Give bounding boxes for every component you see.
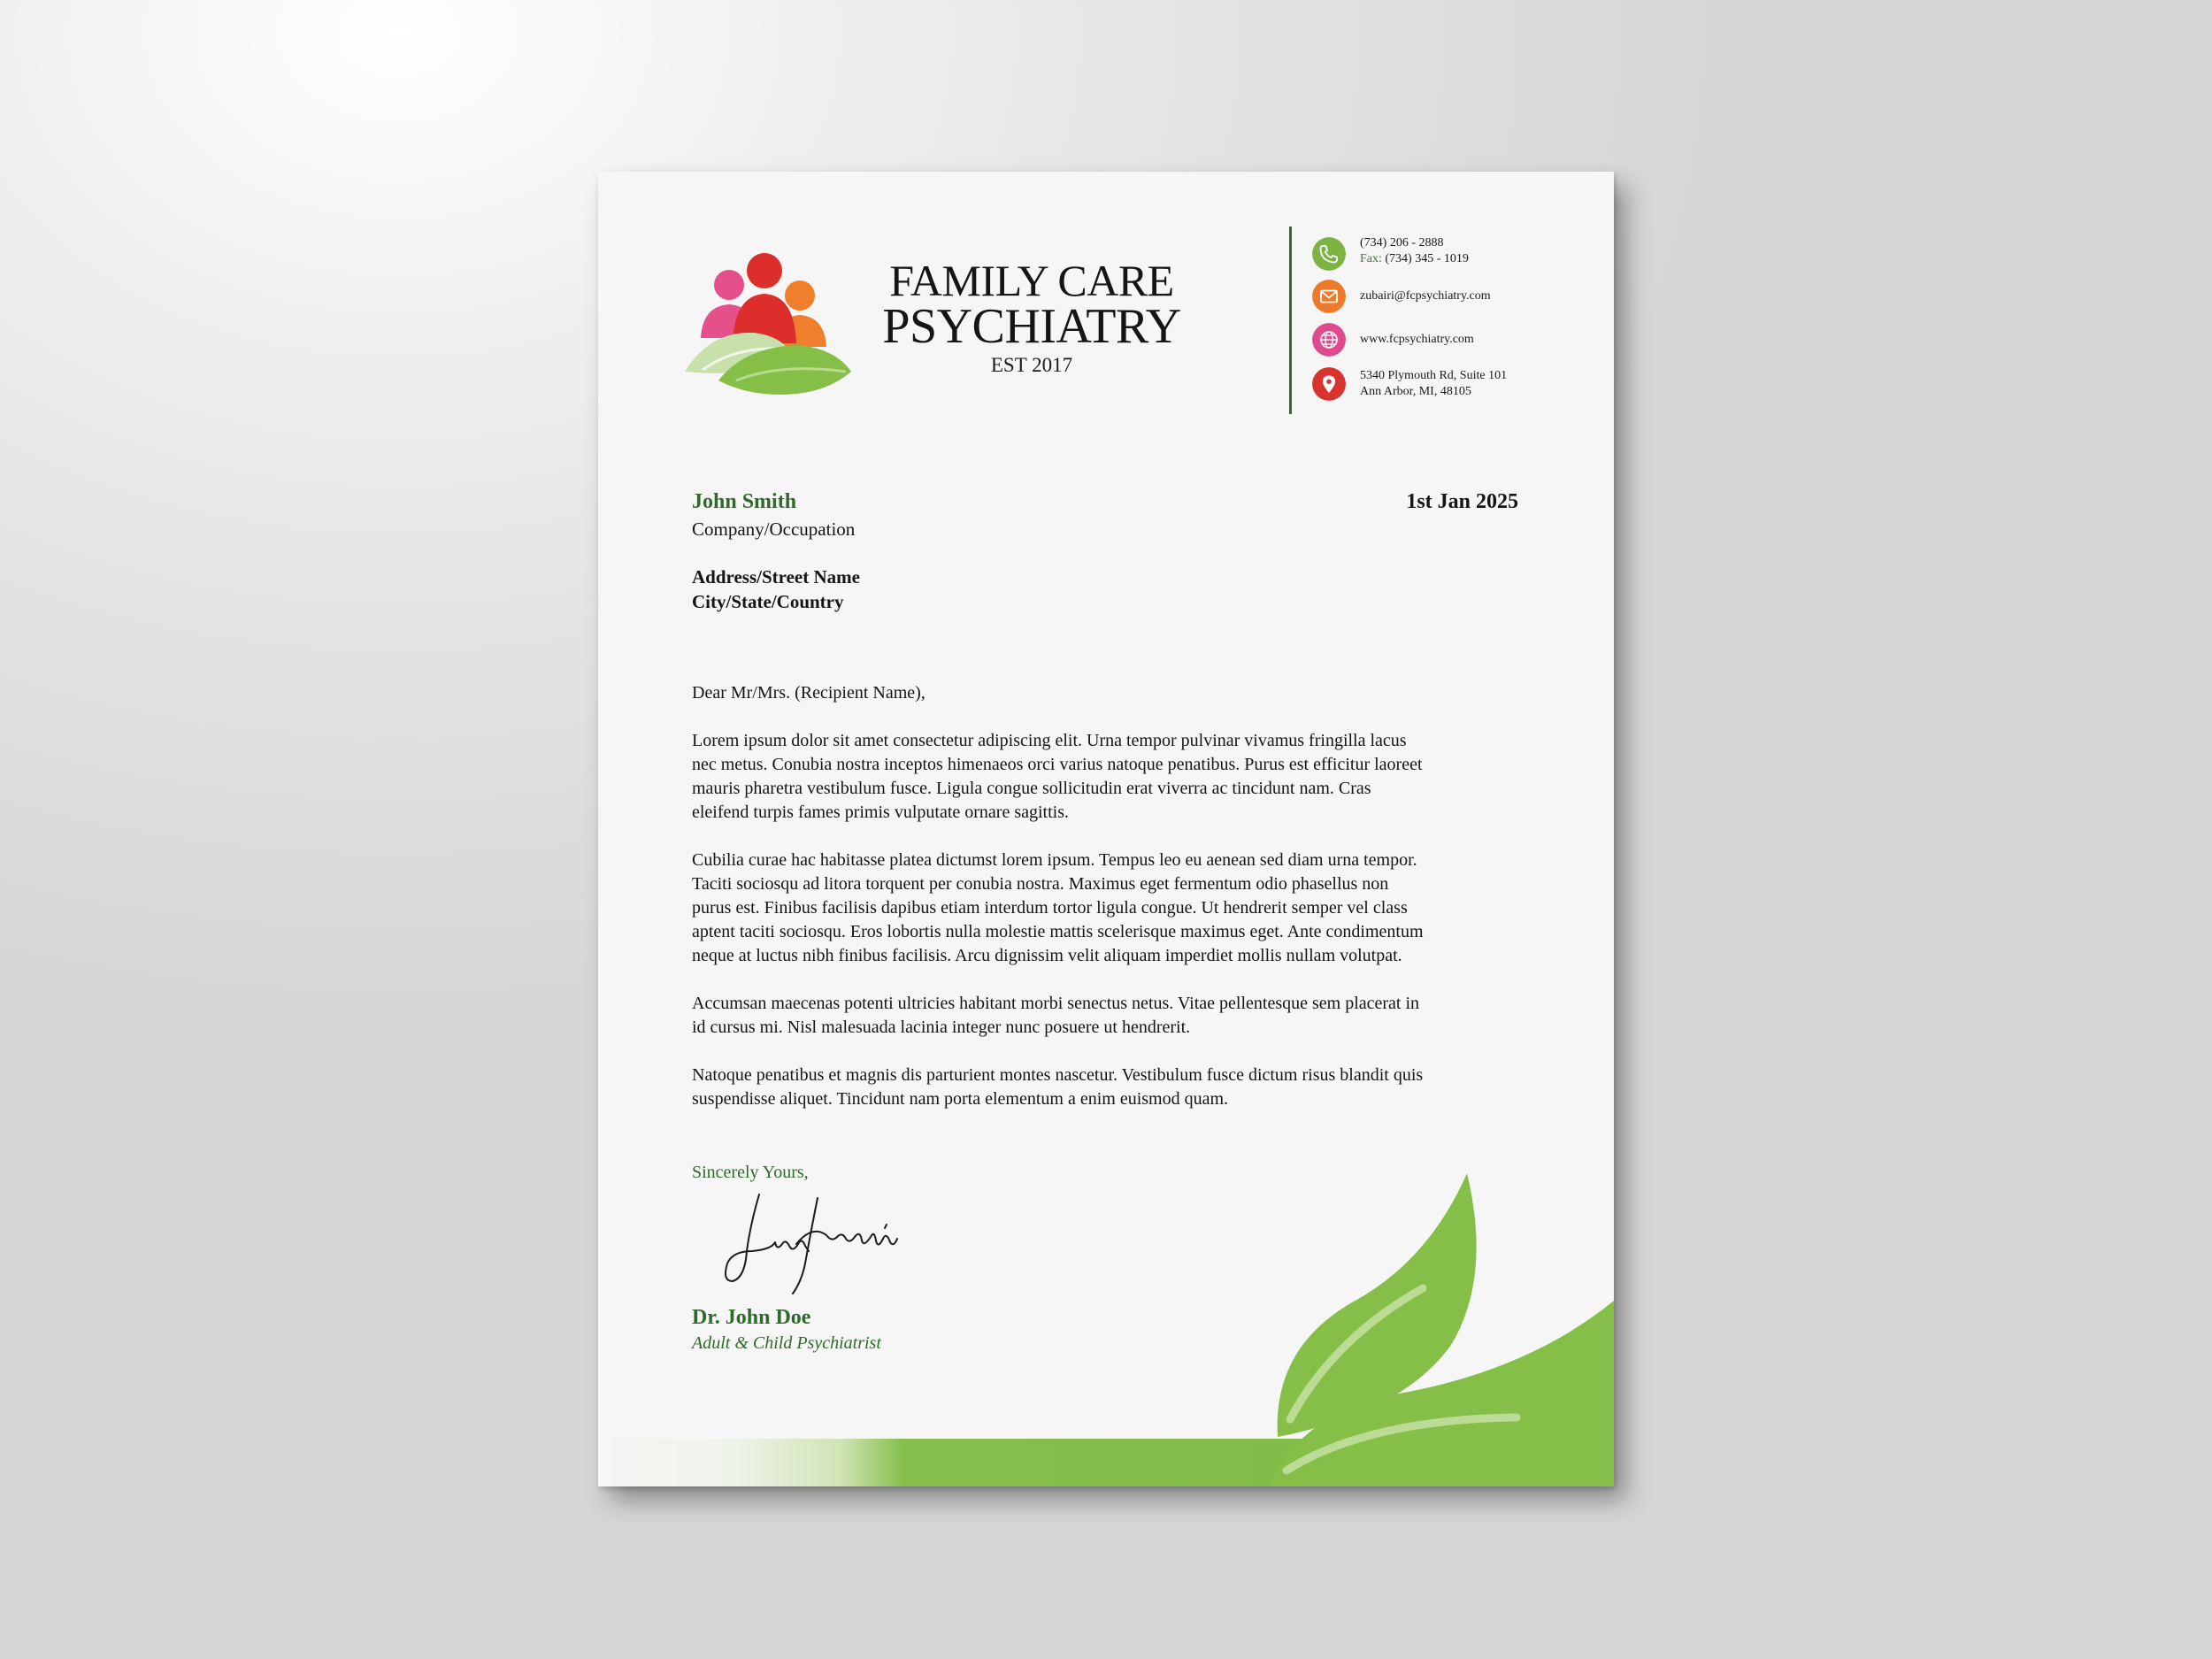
recipient-occupation: Company/Occupation: [692, 518, 856, 540]
letterhead-page: [598, 172, 1614, 1486]
recipient-address-line2: City/State/Country: [692, 591, 844, 612]
envelope-icon: [1312, 280, 1346, 313]
phone-icon: [1312, 237, 1346, 271]
contact-fax: (734) 345 - 1019: [1385, 252, 1469, 265]
fax-label: Fax:: [1360, 252, 1382, 265]
signer-title: Adult & Child Psychiatrist: [692, 1333, 881, 1353]
brand-name-line1: FAMILY CARE: [889, 256, 1174, 305]
contact-email[interactable]: zubairi@fcpsychiatry.com: [1360, 289, 1491, 303]
location-pin-icon: [1312, 367, 1346, 401]
signer-name: Dr. John Doe: [692, 1306, 811, 1329]
contact-divider: [1289, 227, 1292, 414]
contact-fax-row: [1360, 251, 1469, 267]
contact-address-line2: Ann Arbor, MI, 48105: [1360, 385, 1471, 398]
contact-website[interactable]: www.fcpsychiatry.com: [1360, 333, 1474, 346]
globe-icon: [1312, 323, 1346, 357]
contact-address-line1: 5340 Plymouth Rd, Suite 101: [1360, 369, 1508, 382]
leaf-decoration-icon: [1271, 1171, 1614, 1486]
body-paragraph: Cubilia curae hac habitasse platea dictumst lorem ipsum. Tempus leo eu aenean sed diam urna tempor. Taciti sociosqu ad litora torquent per conubia nostra. Maximus eget fermentum odio phasellus non purus est. Finibus facilisis dapibus etiam interdum tortor ligula congue. Ut hendrerit semper vel class aptent taciti sociosqu. Eros lobortis nulla molestie mattis scelerisque maximus eget. Ante condimentum neque at luctus nibh finibus facilisis. Arcu dignissim velit aliquam imperdiet mollis nullam volutpat.: [692, 850, 1424, 965]
recipient-address-line1: Address/Street Name: [692, 566, 860, 588]
letter-date: 1st Jan 2025: [1406, 490, 1518, 513]
salutation: Dear Mr/Mrs. (Recipient Name),: [692, 683, 926, 703]
brand-established: EST 2017: [990, 354, 1073, 376]
body-paragraph: Accumsan maecenas potenti ultricies habitant morbi senectus netus. Vitae pellentesque sem placerat in id cursus mi. Nisl malesuada lacinia integer nunc posuere ut hendrerit.: [692, 994, 1420, 1037]
family-care-logo-icon: [683, 239, 860, 398]
body-paragraph: Natoque penatibus et magnis dis parturient montes nascetur. Vestibulum fusce dictum risus blandit quis suspendisse aliquet. Tincidunt nam porta elementum a enim euismod quam.: [692, 1065, 1424, 1109]
brand-name-line2: PSYCHIATRY: [882, 299, 1181, 354]
contact-phone[interactable]: (734) 206 - 2888: [1360, 236, 1444, 250]
recipient-name: John Smith: [692, 490, 797, 513]
letter-body: [692, 729, 1532, 1135]
closing: Sincerely Yours,: [692, 1163, 809, 1182]
body-paragraph: Lorem ipsum dolor sit amet consectetur adipiscing elit. Urna tempor pulvinar vivamus fringilla lacus nec metus. Conubia nostra inceptos himenaeos orci varius natoque penatibus. Purus est efficitur laoreet mauris pharetra vestibulum fusce. Ligula congue sollicitudin erat viverra ac tincidunt nam. Cras eleifend turpis fames primis vulputate ornare sagittis.: [692, 731, 1423, 822]
signature-icon: [720, 1189, 915, 1304]
